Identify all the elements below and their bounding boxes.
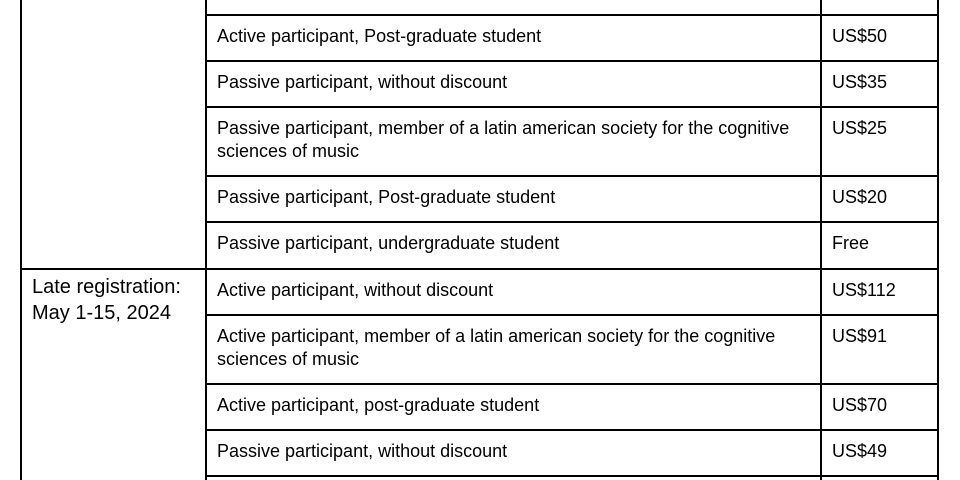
fee-type-cell: Passive participant, member of a latin american society for the cognitive sciences of music — [206, 107, 821, 176]
fee-type-cell: Active participant, without discount — [206, 269, 821, 315]
fee-amount-cell: US$112 — [821, 269, 938, 315]
table-row — [21, 269, 938, 315]
fee-type-cell: Passive participant, Post-graduate student — [206, 176, 821, 222]
fee-type-cell: Passive participant, without discount — [206, 61, 821, 107]
fee-amount-cell: US$91 — [821, 315, 938, 384]
fee-amount-cell — [821, 0, 938, 15]
fee-type-cell: Passive participant, without discount — [206, 430, 821, 476]
fee-amount-cell: US$35 — [821, 61, 938, 107]
table-row — [21, 0, 938, 15]
fee-type-cell — [206, 0, 821, 15]
fee-type-cell: Passive participant, undergraduate student — [206, 222, 821, 269]
fee-amount-cell: Free — [821, 222, 938, 269]
fee-amount-cell: US$25 — [821, 107, 938, 176]
fee-type-cell: Active participant, Post-graduate student — [206, 15, 821, 61]
period-label: Late registration: May 1-15, 2024 — [32, 276, 181, 324]
fee-amount-cell: US$70 — [821, 384, 938, 430]
registration-period-cell — [21, 269, 206, 480]
fee-amount-cell: US$20 — [821, 176, 938, 222]
registration-period-cell — [21, 0, 206, 269]
fee-type-cell: Active participant, member of a latin american society for the cognitive sciences of music — [206, 315, 821, 384]
fee-type-cell — [206, 476, 821, 480]
fee-amount-cell: US$49 — [821, 430, 938, 476]
fee-type-cell: Active participant, post-graduate student — [206, 384, 821, 430]
fee-amount-cell: US$50 — [821, 15, 938, 61]
registration-fee-table — [20, 0, 939, 480]
fee-amount-cell — [821, 476, 938, 480]
